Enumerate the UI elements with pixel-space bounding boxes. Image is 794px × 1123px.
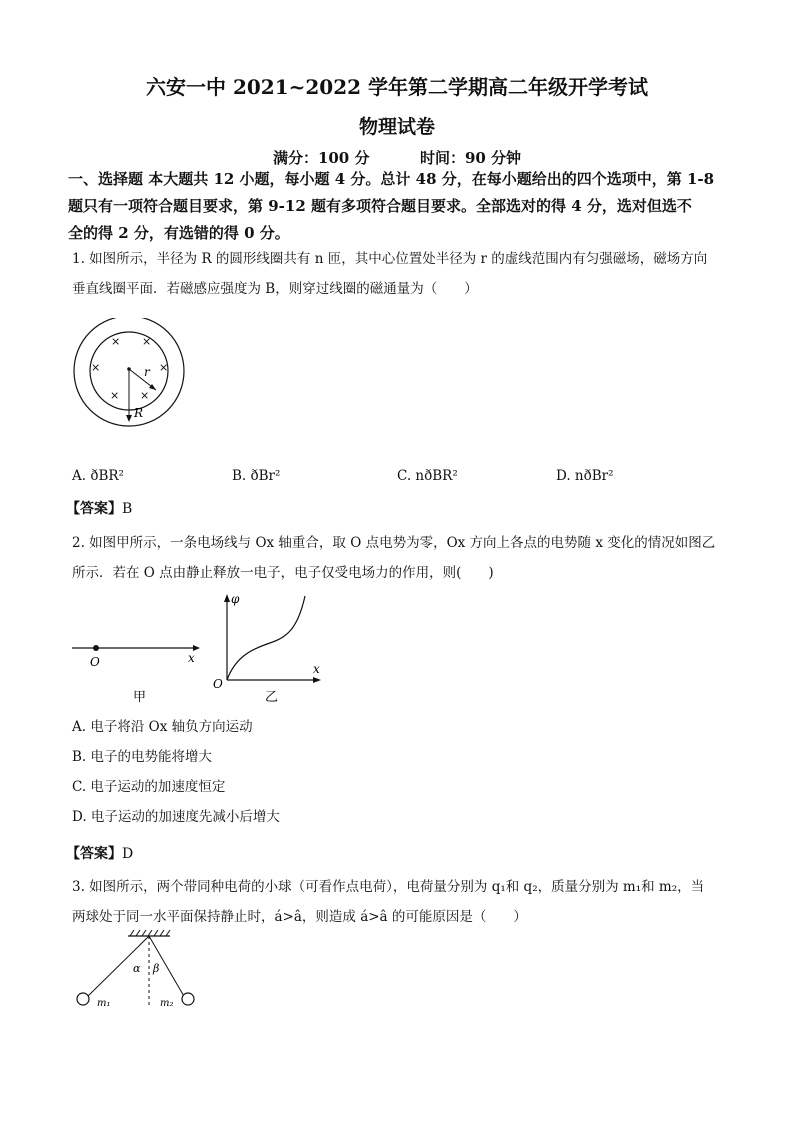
answer-value: D: [122, 846, 134, 862]
section-heading-line-3: 全的得 2 分，有选错的得 0 分。: [68, 224, 290, 242]
question-2-line-1: 2. 如图甲所示，一条电场线与 Ox 轴重合，取 O 点电势为零，Ox 方向上各点的电势随 x 变化的情况如图乙: [72, 535, 716, 551]
label-origin: O: [90, 655, 100, 669]
question-1-stem: [72, 244, 732, 304]
ball-m1: [77, 993, 89, 1005]
field-mark-x: ×: [111, 335, 121, 348]
origin-dot: [93, 645, 99, 651]
answer-value: B: [122, 501, 133, 517]
question-1-answer: [66, 498, 132, 518]
field-mark-x: ×: [140, 389, 150, 402]
question-2-figure-yi: [205, 588, 335, 708]
label-origin: O: [213, 677, 223, 691]
question-1-line-1: 1. 如图所示，半径为 R 的圆形线圈共有 n 匝，其中心位置处半径为 r 的虚线范围内有匀强磁场，磁场方向: [72, 251, 708, 267]
question-2-option-b[interactable]: B. 电子的电势能将增大: [72, 749, 213, 765]
label-x: x: [313, 662, 320, 676]
field-mark-x: ×: [142, 335, 152, 348]
label-R: R: [134, 406, 144, 420]
label-m1: m₁: [97, 998, 111, 1009]
label-r: r: [144, 365, 150, 379]
subject-title: 物理试卷: [358, 116, 435, 138]
full-marks: 满分：100 分: [272, 149, 370, 167]
ball-m2: [182, 993, 194, 1005]
potential-curve: [227, 596, 305, 680]
question-1-option-a[interactable]: A. ðBR²: [72, 468, 124, 484]
label-phi: φ: [231, 592, 240, 606]
field-mark-x: ×: [110, 389, 120, 402]
question-1-line-2: 垂直线圈平面．若磁感应强度为 B，则穿过线圈的磁通量为（ ）: [72, 281, 478, 297]
question-2-answer: [66, 843, 133, 863]
section-heading-line-2: 题只有一项符合题目要求，第 9-12 题有多项符合题目要求。全部选对的得 4 分，选对但选不: [68, 197, 692, 215]
question-2-options: [72, 712, 732, 832]
label-m2: m₂: [160, 998, 174, 1009]
exam-meta: [0, 147, 794, 168]
question-2-line-2: 所示．若在 O 点由静止释放一电子，电子仅受电场力的作用，则( ): [72, 565, 494, 581]
question-1-option-b[interactable]: B. ðBr²: [232, 468, 281, 484]
caption-jia: 甲: [133, 690, 147, 705]
question-1-figure: [70, 318, 195, 430]
answer-tag: 【答案】: [66, 846, 122, 862]
question-3-line-2: 两球处于同一水平面保持静止时，á>â，则造成 á>â 的可能原因是（ ）: [72, 909, 527, 925]
question-2-option-c[interactable]: C. 电子运动的加速度恒定: [72, 779, 226, 795]
question-3-stem: [72, 872, 732, 932]
question-2-option-a[interactable]: A. 电子将沿 Ox 轴负方向运动: [72, 719, 253, 735]
ceiling-hatch: [130, 930, 170, 936]
field-mark-x: ×: [159, 361, 169, 374]
question-2-stem: [72, 528, 732, 588]
question-2-figure-jia: [70, 590, 210, 708]
question-1-option-d[interactable]: D. nðBr²: [556, 468, 614, 484]
question-3-figure: [70, 928, 200, 1012]
label-x-axis: x: [188, 651, 195, 665]
exam-time: 时间：90 分钟: [419, 149, 522, 167]
question-1-option-c[interactable]: C. nðBR²: [397, 468, 458, 484]
section-heading: [68, 166, 730, 247]
label-alpha: α: [133, 962, 141, 975]
label-beta: β: [153, 962, 160, 975]
question-3-line-1: 3. 如图所示，两个带同种电荷的小球（可看作点电荷），电荷量分别为 q₁和 q₂，质量分别为 m₁和 m₂，当: [72, 879, 705, 895]
field-mark-x: ×: [91, 361, 101, 374]
section-heading-line-1: 一、选择题 本大题共 12 小题，每小题 4 分。总计 48 分，在每小题给出的四个选项中，第 1-8: [68, 170, 715, 188]
exam-title: 六安一中 2021~2022 学年第二学期高二年级开学考试: [145, 75, 648, 99]
answer-tag: 【答案】: [66, 501, 122, 517]
caption-yi: 乙: [265, 690, 279, 705]
question-2-option-d[interactable]: D. 电子运动的加速度先减小后增大: [72, 809, 280, 825]
